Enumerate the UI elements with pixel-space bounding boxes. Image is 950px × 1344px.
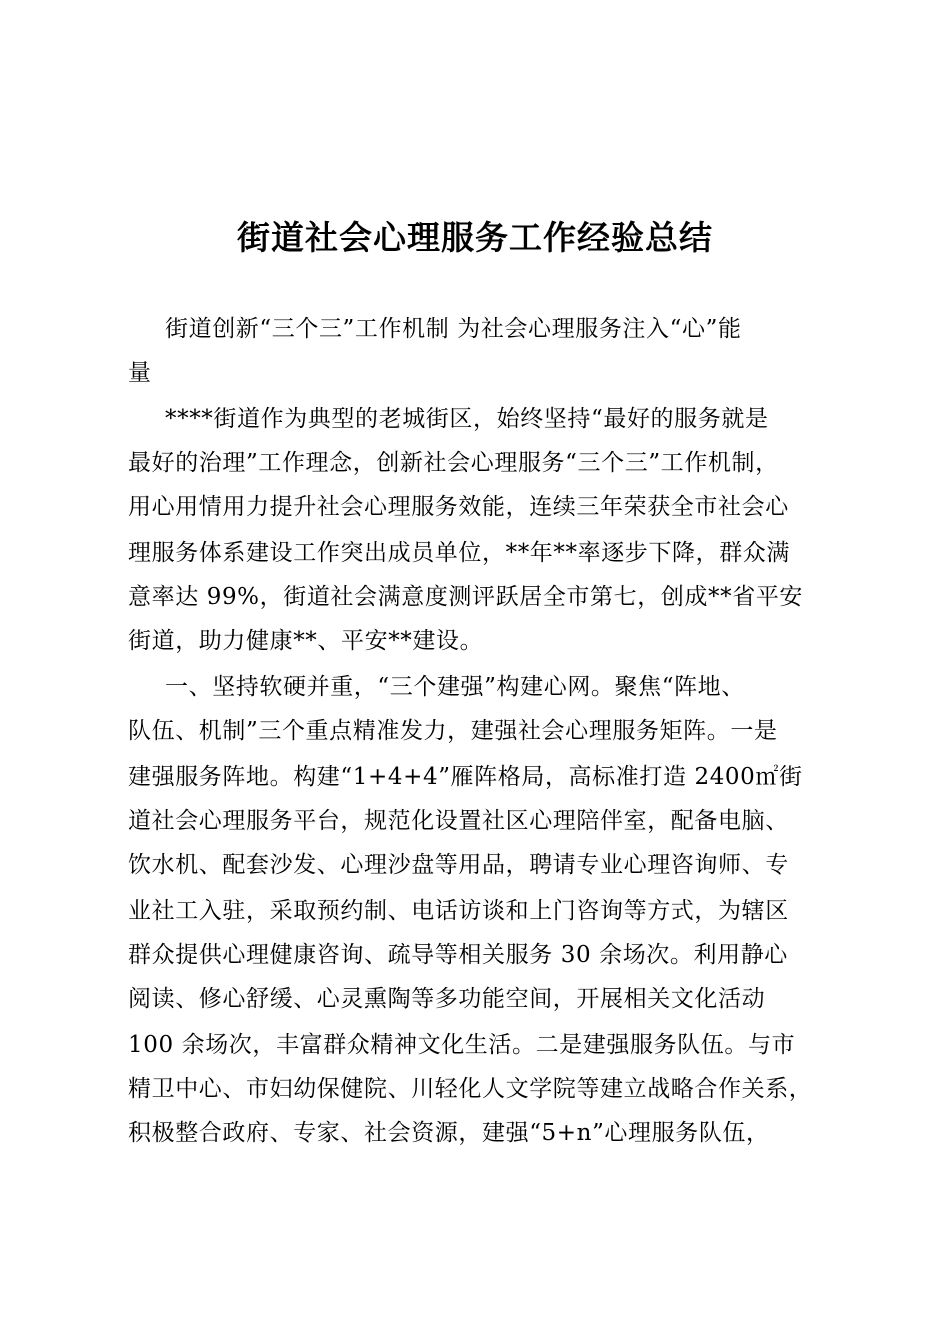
paragraph-2-line-3: 建强服务阵地。构建“1+4+4”雁阵格局，高标准打造 2400㎡街 xyxy=(128,764,803,790)
subtitle-line-2: 量 xyxy=(128,360,152,386)
paragraph-1-line-4: 理服务体系建设工作突出成员单位，**年**率逐步下降，群众满 xyxy=(128,540,790,566)
paragraph-2-line-7: 群众提供心理健康咨询、疏导等相关服务 30 余场次。利用静心 xyxy=(128,942,788,968)
paragraph-1-line-2: 最好的治理”工作理念，创新社会心理服务“三个三”工作机制， xyxy=(128,450,779,476)
paragraph-1-line-1: ****街道作为典型的老城街区，始终坚持“最好的服务就是 xyxy=(165,406,769,432)
paragraph-1-line-5: 意率达 99%，街道社会满意度测评跃居全市第七，创成**省平安 xyxy=(128,584,804,610)
paragraph-2-line-5: 饮水机、配套沙发、心理沙盘等用品，聘请专业心理咨询师、专 xyxy=(128,852,789,878)
paragraph-2-line-10: 精卫中心、市妇幼保健院、川轻化人文学院等建立战略合作关系， xyxy=(128,1076,813,1102)
paragraph-2-line-6: 业社工入驻，采取预约制、电话访谈和上门咨询等方式，为辖区 xyxy=(128,898,789,924)
paragraph-2-line-9: 100 余场次，丰富群众精神文化生活。二是建强服务队伍。与市 xyxy=(128,1032,796,1058)
paragraph-2-line-4: 道社会心理服务平台，规范化设置社区心理陪伴室，配备电脑、 xyxy=(128,808,789,834)
paragraph-2-line-2: 队伍、机制”三个重点精准发力，建强社会心理服务矩阵。一是 xyxy=(128,718,778,744)
paragraph-2-line-8: 阅读、修心舒缓、心灵熏陶等多功能空间，开展相关文化活动 xyxy=(128,986,766,1012)
paragraph-1-line-6: 街道，助力健康**、平安**建设。 xyxy=(128,628,484,654)
paragraph-2-line-1: 一、坚持软硬并重，“三个建强”构建心网。聚焦“阵地、 xyxy=(165,674,745,700)
paragraph-1-line-3: 用心用情用力提升社会心理服务效能，连续三年荣获全市社会心 xyxy=(128,494,789,520)
paragraph-2-line-11: 积极整合政府、专家、社会资源，建强“5+n”心理服务队伍， xyxy=(128,1120,770,1146)
document-title: 街道社会心理服务工作经验总结 xyxy=(237,218,713,257)
subtitle-line-1: 街道创新“三个三”工作机制 为社会心理服务注入“心”能 xyxy=(165,316,742,342)
